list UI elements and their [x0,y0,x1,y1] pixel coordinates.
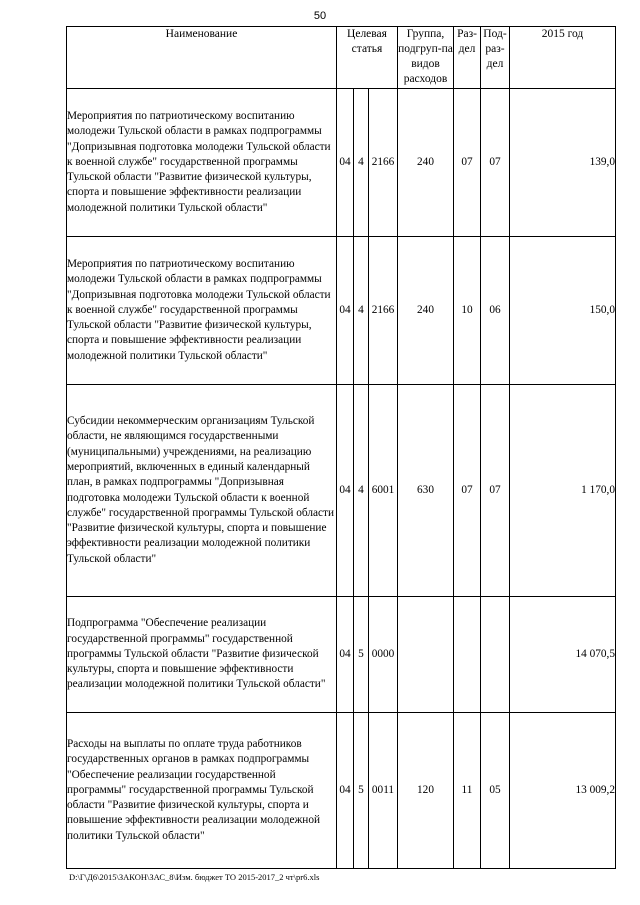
target-article-part1: 04 [337,237,354,385]
table-row [67,713,616,869]
target-article-part1: 04 [337,89,354,237]
row-section [454,597,481,713]
header-subsection: Под-раз-дел [481,27,510,89]
row-amount: 13 009,2 [510,713,616,869]
table-row [67,237,616,385]
target-article-part2: 5 [354,713,369,869]
header-group: Группа, подгруп-па видов расходов [398,27,454,89]
target-article-part3: 0011 [369,713,398,869]
target-article-part2: 4 [354,237,369,385]
target-article-part3: 0000 [369,597,398,713]
row-name: Субсидии некоммерческим организациям Тульской области, не являющимся государственными (муниципальными) учреждениями, на реализацию мероприятий, включенных в единый календарный план, в рамках подпрограммы "Допризывная подготовка молодежи Тульской области к военной службе" государственной программы Тульской области "Развитие физической культуры, спорта и повышение эффективности реализации молодежной политики Тульской области" [67,385,337,597]
row-subsection: 06 [481,237,510,385]
row-subsection: 05 [481,713,510,869]
target-article-part1: 04 [337,713,354,869]
target-article-part1: 04 [337,385,354,597]
row-group [398,597,454,713]
page-number: 50 [313,10,327,22]
table-body [67,89,616,869]
target-article-part2: 4 [354,89,369,237]
target-article-part3: 2166 [369,89,398,237]
row-amount: 1 170,0 [510,385,616,597]
row-subsection: 07 [481,385,510,597]
table-row [67,385,616,597]
header-target-article: Целевая статья [337,27,398,89]
row-section: 07 [454,89,481,237]
row-section: 10 [454,237,481,385]
header-section: Раз-дел [454,27,481,89]
row-section: 07 [454,385,481,597]
budget-table [66,26,616,869]
file-path-footer: D:\Г\Д6\2015\ЗАКОН\ЗАС_8\Изм. бюджет ТО 2015-2017_2 чт\pr6.xls [69,872,320,882]
row-subsection: 07 [481,89,510,237]
row-name: Подпрограмма "Обеспечение реализации государственной программы" государственной программы Тульской области "Развитие физической культуры, спорта и повышение эффективности реализации молодежной политики Тульской области" [67,597,337,713]
table-header [67,27,616,89]
row-amount: 150,0 [510,237,616,385]
table-row [67,89,616,237]
target-article-part2: 4 [354,385,369,597]
row-group: 120 [398,713,454,869]
row-group: 630 [398,385,454,597]
row-name: Мероприятия по патриотическому воспитанию молодежи Тульской области в рамках подпрограммы "Допризывная подготовка молодежи Тульской области к военной службе" государственной программы Тульской области "Развитие физической культуры, спорта и повышение эффективности реализации молодежной политики Тульской области" [67,89,337,237]
row-name: Расходы на выплаты по оплате труда работников государственных органов в рамках подпрограммы "Обеспечение реализации государственной программы" государственной программы Тульской области "Развитие физической культуры, спорта и повышение эффективности реализации молодежной политики Тульской области" [67,713,337,869]
header-name: Наименование [67,27,337,89]
target-article-part3: 6001 [369,385,398,597]
table-row [67,597,616,713]
target-article-part3: 2166 [369,237,398,385]
row-amount: 139,0 [510,89,616,237]
row-amount: 14 070,5 [510,597,616,713]
row-section: 11 [454,713,481,869]
row-group: 240 [398,237,454,385]
row-name: Мероприятия по патриотическому воспитанию молодежи Тульской области в рамках подпрограммы "Допризывная подготовка молодежи Тульской области к военной службе" государственной программы Тульской области "Развитие физической культуры, спорта и повышение эффективности реализации молодежной политики Тульской области" [67,237,337,385]
row-subsection [481,597,510,713]
target-article-part1: 04 [337,597,354,713]
target-article-part2: 5 [354,597,369,713]
header-year: 2015 год [510,27,616,89]
row-group: 240 [398,89,454,237]
